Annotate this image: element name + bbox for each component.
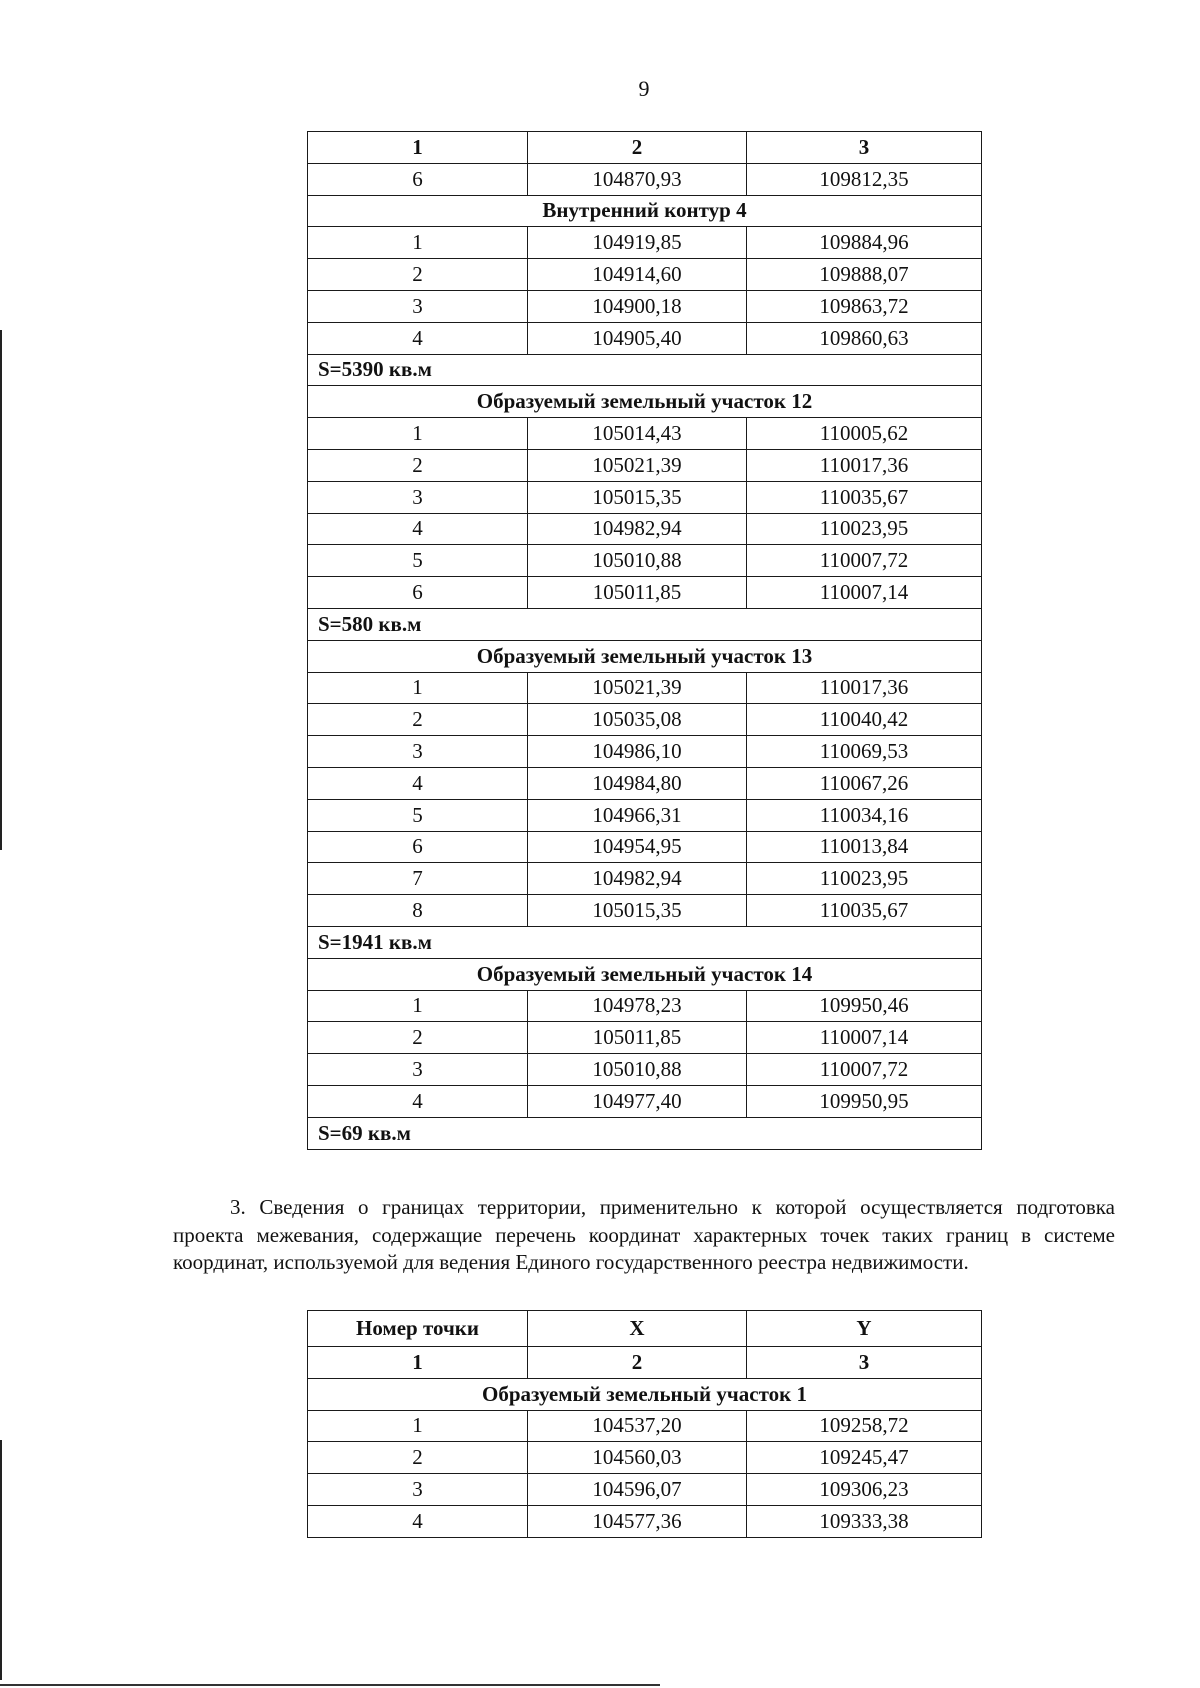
point-number-cell: 4 — [308, 767, 528, 799]
x-coordinate-cell: 104537,20 — [528, 1410, 747, 1442]
column-number-2: 2 — [528, 1347, 747, 1379]
point-number-cell: 4 — [308, 1085, 528, 1117]
x-coordinate-cell: 104560,03 — [528, 1442, 747, 1474]
table-row — [308, 163, 982, 195]
territory-boundaries-paragraph: 3. Сведения о границах территории, применительно к которой осуществляется подготовка проекта межевания, содержащие перечень координат характерных точек таких границ в системе координат, используемой для ведения Единого государственного реестра недвижимости. — [173, 1195, 1115, 1274]
column-number-3: 3 — [747, 132, 982, 164]
column-header-row — [308, 1311, 982, 1347]
section-title: Образуемый земельный участок 13 — [308, 640, 982, 672]
point-number-cell: 2 — [308, 259, 528, 291]
point-number-cell: 7 — [308, 863, 528, 895]
section-title: Образуемый земельный участок 1 — [308, 1378, 982, 1410]
x-coordinate-cell: 104966,31 — [528, 799, 747, 831]
x-coordinate-cell: 104900,18 — [528, 290, 747, 322]
y-coordinate-cell: 109860,63 — [747, 322, 982, 354]
x-coordinate-cell: 105011,85 — [528, 1022, 747, 1054]
column-number-1: 1 — [308, 132, 528, 164]
y-coordinate-cell: 110040,42 — [747, 704, 982, 736]
area-row — [308, 1117, 982, 1149]
point-number-cell: 5 — [308, 545, 528, 577]
y-coordinate-cell: 110023,95 — [747, 863, 982, 895]
table-row — [308, 513, 982, 545]
point-number-cell: 1 — [308, 990, 528, 1022]
column-numbering-row — [308, 1347, 982, 1379]
y-coordinate-cell: 110069,53 — [747, 736, 982, 768]
table-row — [308, 831, 982, 863]
y-coordinate-cell: 109258,72 — [747, 1410, 982, 1442]
section-title: Внутренний контур 4 — [308, 195, 982, 227]
scan-margin-mark — [0, 1440, 2, 1680]
table-row — [308, 736, 982, 768]
y-coordinate-cell: 110017,36 — [747, 449, 982, 481]
column-header-y: Y — [747, 1311, 982, 1347]
y-coordinate-cell: 109333,38 — [747, 1505, 982, 1537]
x-coordinate-cell: 104870,93 — [528, 163, 747, 195]
table-row — [308, 449, 982, 481]
section-header-row — [308, 640, 982, 672]
table-row — [308, 227, 982, 259]
section-header-row — [308, 195, 982, 227]
point-number-cell: 1 — [308, 227, 528, 259]
table-row — [308, 863, 982, 895]
x-coordinate-cell: 105015,35 — [528, 481, 747, 513]
table-row — [308, 322, 982, 354]
area-value: S=69 кв.м — [308, 1117, 982, 1149]
point-number-cell: 3 — [308, 481, 528, 513]
point-number-cell: 8 — [308, 895, 528, 927]
y-coordinate-cell: 110005,62 — [747, 418, 982, 450]
x-coordinate-cell: 104978,23 — [528, 990, 747, 1022]
section-header-row — [308, 386, 982, 418]
point-number-cell: 3 — [308, 1474, 528, 1506]
table-row — [308, 1022, 982, 1054]
y-coordinate-cell: 110007,72 — [747, 545, 982, 577]
y-coordinate-cell: 109950,46 — [747, 990, 982, 1022]
table-row — [308, 1054, 982, 1086]
y-coordinate-cell: 110035,67 — [747, 481, 982, 513]
column-header-x: X — [528, 1311, 747, 1347]
point-number-cell: 1 — [308, 672, 528, 704]
x-coordinate-cell: 105010,88 — [528, 545, 747, 577]
x-coordinate-cell: 104984,80 — [528, 767, 747, 799]
area-value: S=580 кв.м — [308, 608, 982, 640]
point-number-cell: 1 — [308, 1410, 528, 1442]
table-row — [308, 1410, 982, 1442]
column-header-point-number: Номер точки — [308, 1311, 528, 1347]
table-row — [308, 767, 982, 799]
x-coordinate-cell: 104905,40 — [528, 322, 747, 354]
x-coordinate-cell: 104919,85 — [528, 227, 747, 259]
point-number-cell: 6 — [308, 577, 528, 609]
area-row — [308, 926, 982, 958]
point-number-cell: 4 — [308, 1505, 528, 1537]
point-number-cell: 1 — [308, 418, 528, 450]
table-row — [308, 672, 982, 704]
y-coordinate-cell: 109950,95 — [747, 1085, 982, 1117]
table-row — [308, 1474, 982, 1506]
section-title: Образуемый земельный участок 12 — [308, 386, 982, 418]
y-coordinate-cell: 110034,16 — [747, 799, 982, 831]
point-number-cell: 3 — [308, 1054, 528, 1086]
point-number-cell: 4 — [308, 513, 528, 545]
point-number-cell: 6 — [308, 163, 528, 195]
scan-margin-mark — [0, 330, 2, 850]
y-coordinate-cell: 110035,67 — [747, 895, 982, 927]
table-row — [308, 704, 982, 736]
point-number-cell: 4 — [308, 322, 528, 354]
section-title: Образуемый земельный участок 14 — [308, 958, 982, 990]
y-coordinate-cell: 110007,14 — [747, 1022, 982, 1054]
table-row — [308, 1442, 982, 1474]
table-row — [308, 481, 982, 513]
y-coordinate-cell: 109245,47 — [747, 1442, 982, 1474]
y-coordinate-cell: 110017,36 — [747, 672, 982, 704]
y-coordinate-cell: 109306,23 — [747, 1474, 982, 1506]
point-number-cell: 2 — [308, 704, 528, 736]
table-row — [308, 1085, 982, 1117]
point-number-cell: 2 — [308, 1022, 528, 1054]
y-coordinate-cell: 110013,84 — [747, 831, 982, 863]
point-number-cell: 5 — [308, 799, 528, 831]
coordinates-table-continued — [307, 131, 982, 1150]
table-row — [308, 799, 982, 831]
territory-coordinates-table — [307, 1310, 982, 1538]
section-header-row — [308, 958, 982, 990]
table-row — [308, 418, 982, 450]
area-row — [308, 354, 982, 386]
area-row — [308, 608, 982, 640]
x-coordinate-cell: 104596,07 — [528, 1474, 747, 1506]
x-coordinate-cell: 104914,60 — [528, 259, 747, 291]
x-coordinate-cell: 104977,40 — [528, 1085, 747, 1117]
table-row — [308, 259, 982, 291]
point-number-cell: 6 — [308, 831, 528, 863]
x-coordinate-cell: 105010,88 — [528, 1054, 747, 1086]
column-numbering-row — [308, 132, 982, 164]
x-coordinate-cell: 104982,94 — [528, 863, 747, 895]
x-coordinate-cell: 104577,36 — [528, 1505, 747, 1537]
point-number-cell: 2 — [308, 449, 528, 481]
y-coordinate-cell: 109884,96 — [747, 227, 982, 259]
y-coordinate-cell: 109888,07 — [747, 259, 982, 291]
x-coordinate-cell: 105014,43 — [528, 418, 747, 450]
x-coordinate-cell: 104982,94 — [528, 513, 747, 545]
table-row — [308, 545, 982, 577]
x-coordinate-cell: 105035,08 — [528, 704, 747, 736]
point-number-cell: 3 — [308, 736, 528, 768]
y-coordinate-cell: 110067,26 — [747, 767, 982, 799]
page-number: 9 — [638, 76, 650, 101]
y-coordinate-cell: 110007,72 — [747, 1054, 982, 1086]
y-coordinate-cell: 110007,14 — [747, 577, 982, 609]
table-row — [308, 990, 982, 1022]
area-value: S=1941 кв.м — [308, 926, 982, 958]
x-coordinate-cell: 104986,10 — [528, 736, 747, 768]
x-coordinate-cell: 105011,85 — [528, 577, 747, 609]
y-coordinate-cell: 109863,72 — [747, 290, 982, 322]
table-row — [308, 1505, 982, 1537]
x-coordinate-cell: 105021,39 — [528, 672, 747, 704]
x-coordinate-cell: 105015,35 — [528, 895, 747, 927]
table-row — [308, 895, 982, 927]
section-header-row — [308, 1378, 982, 1410]
area-value: S=5390 кв.м — [308, 354, 982, 386]
column-number-3: 3 — [747, 1347, 982, 1379]
column-number-1: 1 — [308, 1347, 528, 1379]
table-row — [308, 577, 982, 609]
point-number-cell: 3 — [308, 290, 528, 322]
y-coordinate-cell: 110023,95 — [747, 513, 982, 545]
table-row — [308, 290, 982, 322]
x-coordinate-cell: 104954,95 — [528, 831, 747, 863]
y-coordinate-cell: 109812,35 — [747, 163, 982, 195]
column-number-2: 2 — [528, 132, 747, 164]
point-number-cell: 2 — [308, 1442, 528, 1474]
x-coordinate-cell: 105021,39 — [528, 449, 747, 481]
scan-edge-line — [0, 1684, 660, 1686]
